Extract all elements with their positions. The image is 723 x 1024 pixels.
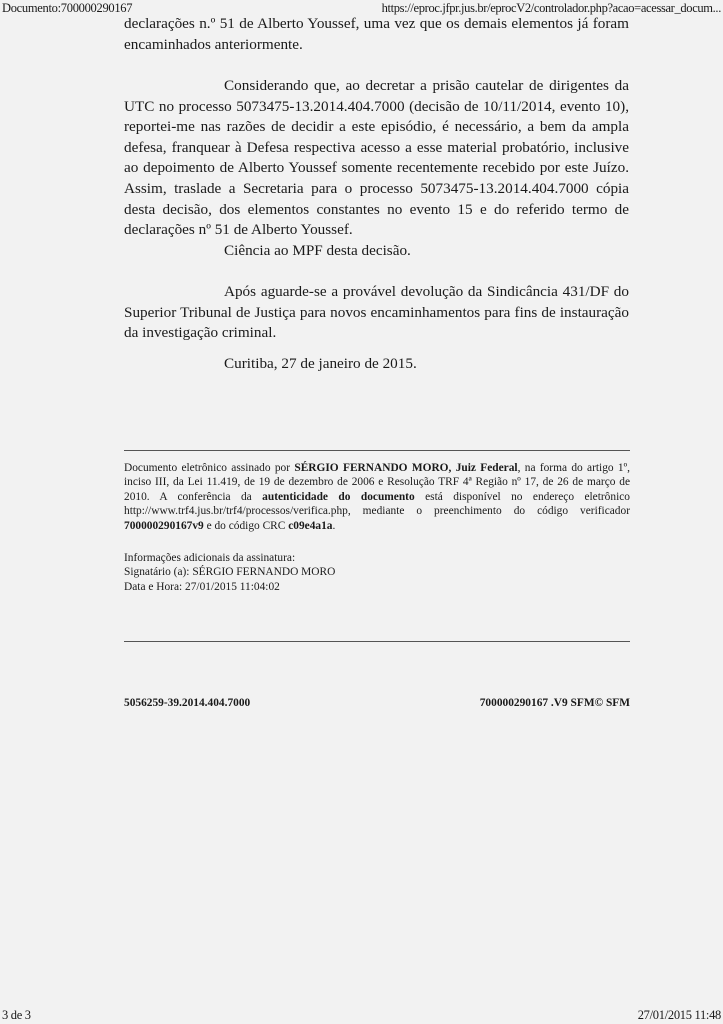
sig-text-2: , na forma do artigo 1º, inciso III, da Lei 11.419, de 19 de dezembro de 2006 e Resolução TRF 4ª Região nº 17, de 26 de março de 2010. A conferência da: [124, 462, 630, 503]
document-body-3: [124, 241, 629, 262]
sig-text-5: .: [332, 519, 336, 532]
page-counter: 3 de 3: [2, 1008, 31, 1022]
place-and-date: Curitiba, 27 de janeiro de 2015.: [224, 355, 417, 372]
separator-line-top: [124, 450, 630, 451]
authenticity-label: autenticidade do documento: [262, 490, 415, 503]
sig-text-3: está disponível no endereço eletrônico http://www.trf4.jus.br/trf4/processos/verifica.php, mediante o preenchimento do código verificador: [124, 490, 630, 518]
sig-text-4: e do código CRC: [203, 519, 289, 532]
sig-text-1: Documento eletrônico assinado por: [124, 462, 295, 474]
verification-code: 700000290167v9: [124, 519, 204, 532]
print-timestamp: 27/01/2015 11:48: [637, 1008, 721, 1022]
document-body: [124, 14, 629, 55]
document-body-5: [124, 354, 629, 375]
paragraph-apos: Após aguarde-se a provável devolução da Sindicância 431/DF do Superior Tribunal de Justiça para novos encaminhamentos para fins de instauração da investigação criminal.: [124, 283, 629, 342]
info-signer: Signatário (a): SÉRGIO FERNANDO MORO: [124, 566, 336, 579]
browser-print-header: [0, 0, 723, 14]
info-title: Informações adicionais da assinatura:: [124, 552, 296, 564]
additional-signature-info: [124, 551, 524, 594]
document-body-2: [124, 76, 629, 241]
crc-code: c09e4a1a: [288, 519, 333, 532]
paragraph-continuation: declarações n.º 51 de Alberto Youssef, uma vez que os demais elementos já foram encaminhados anteriormente.: [124, 15, 629, 53]
document-code: 700000290167 .V9 SFM© SFM: [479, 697, 630, 709]
paragraph-considerando: Considerando que, ao decretar a prisão cautelar de dirigentes da UTC no processo 5073475-13.2014.404.7000 (decisão de 10/11/2014, evento 10), reportei-me nas razões de decidir a este episódio, é necessário, a bem da ampla defesa, franquear à Defesa respectiva acesso a esse material probatório, inclusive ao depoimento de Alberto Youssef somente recentemente recebido por este Juízo. Assim, traslade a Secretaria para o processo 5073475-13.2014.404.7000 cópia desta decisão, dos elementos constantes no evento 15 e do referido termo de declarações nº 51 de Alberto Youssef.: [124, 77, 629, 239]
separator-line-bottom: [124, 641, 630, 642]
document-body-4: [124, 282, 629, 344]
document-label: Documento:700000290167: [2, 1, 133, 15]
page-url: https://eproc.jfpr.jus.br/eprocV2/controlador.php?acao=acessar_docum...: [381, 1, 721, 15]
electronic-signature-notice: [124, 461, 630, 533]
paragraph-ciencia: Ciência ao MPF desta decisão.: [224, 242, 411, 259]
info-datetime: Data e Hora: 27/01/2015 11:04:02: [124, 580, 280, 593]
process-number: 5056259-39.2014.404.7000: [124, 697, 251, 709]
signer-name-title: SÉRGIO FERNANDO MORO, Juiz Federal: [294, 462, 518, 474]
